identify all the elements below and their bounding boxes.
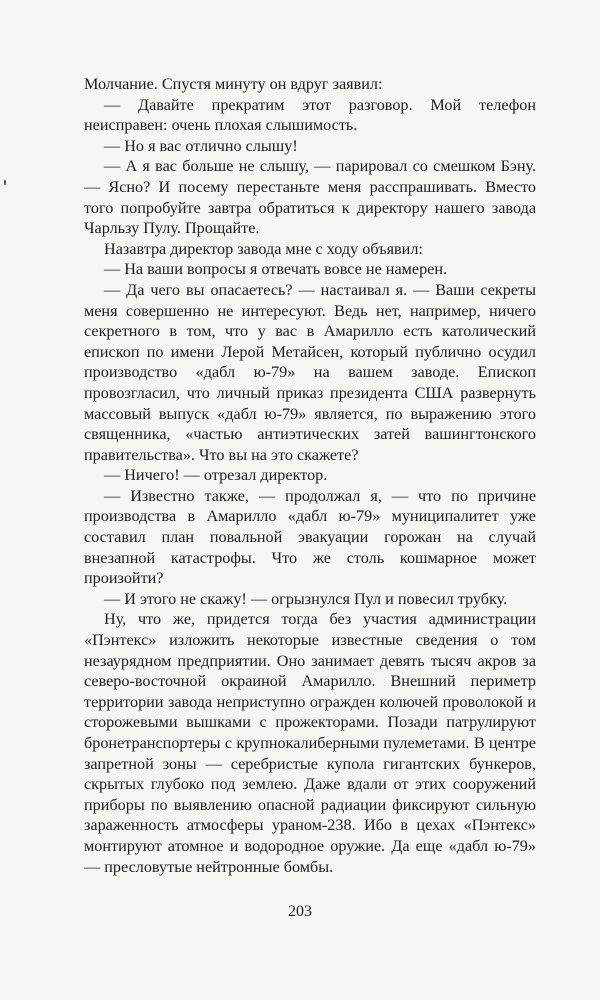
paragraph: — Но я вас отлично слышу! — [104, 136, 298, 155]
margin-mark — [4, 180, 6, 185]
paragraph: — Известно также, — продолжал я, — что по причине производства в Амарилло «дабл ю-79» муниципалитет уже составил план повальной эвакуации горожан на случай внезапной катастрофы. Что же столь кошмарное может произойти? — [84, 486, 536, 588]
body-text — [84, 74, 536, 877]
page-number: 203 — [288, 903, 312, 920]
paragraph: — На ваши вопросы я отвечать вовсе не намерен. — [104, 260, 448, 279]
paragraph: Молчание. Спустя минуту он вдруг заявил: — [84, 75, 383, 93]
paragraph: — И этого не скажу! — огрызнулся Пул и повесил трубку. — [104, 589, 508, 608]
paragraph: — Давайте прекратим этот разговор. Мой телефон неисправен: очень плохая слышимость. — [84, 95, 536, 135]
paragraph: Назавтра директор завода мне с ходу объявил: — [104, 239, 423, 258]
paragraph: — Да чего вы опасаетесь? — настаивал я. — Ваши секреты меня совершенно не интересуют. Ведь нет, например, ничего секретного в том, что у вас в Амарилло есть католический епископ по имени Лерой Метайсен, который публично осудил производство «дабл ю-79» на вашем заводе. Епископ провозгласил, что личный приказ президента США развернуть массовый выпуск «дабл ю-79» является, по выражению этого священника, «частью антиэтических затей вашингтонского правительства». Что вы на это скажете? — [84, 280, 536, 464]
paragraph: — Ничего! — отрезал директор. — [104, 466, 328, 485]
paragraph: Ну, что же, придется тогда без участия администрации «Пэнтекс» изложить некоторые известные сведения о том незаурядном предприятии. Оно занимает девять тысяч акров за северо-восточной окраиной Амарилло. Внешний периметр территории завода неприступно огражден колючей проволокой и сторожевыми вышками с прожекторами. Позади патрулируют бронетранспортеры с крупнокалиберными пулеметами. В центре запретной зоны — серебристые купола гигантских бункеров, скрытых глубоко под землею. Даже вдали от этих сооружений приборы по выявлению опасной радиации фиксируют сильную зараженность атмосферы ураном-238. Ибо в цехах «Пэнтекс» монтируют атомное и водородное оружие. Да еще «дабл ю-79» — пресловутые нейтронные бомбы. — [84, 610, 536, 876]
paragraph: — А я вас больше не слышу, — парировал со смешком Бэну. — Ясно? И посему перестаньте меня расспрашивать. Вместо того попробуйте завтра обратиться к директору нашего завода Чарльзу Пулу. Прощайте. — [84, 157, 536, 238]
